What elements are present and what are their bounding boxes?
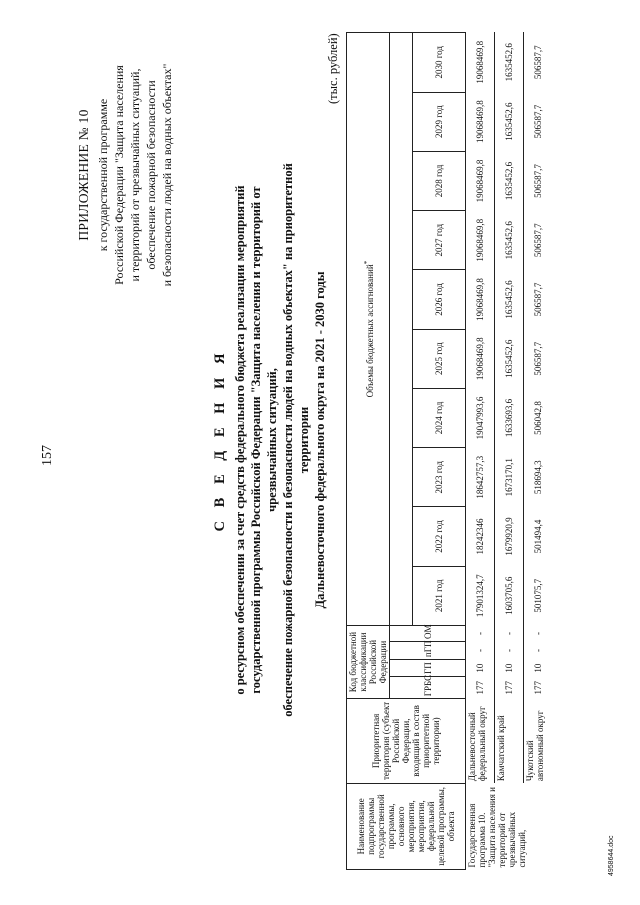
- units-label: (тыс. рублей): [326, 33, 340, 104]
- row-value: 501075,7: [524, 566, 553, 625]
- header-code: ОМ: [390, 625, 466, 641]
- row-value: 1635452,6: [495, 151, 524, 210]
- header-year: 2021 год: [413, 566, 466, 625]
- row-value: 17901324,7: [466, 566, 495, 625]
- row-value: 506587,7: [524, 270, 553, 329]
- row-territory: Дальневосточный федеральный округ: [466, 699, 495, 783]
- header-volume-group: Объемы бюджетных ассигнований*: [347, 33, 390, 626]
- table-row: [495, 33, 524, 870]
- rotated-page: [20, 20, 620, 880]
- row-value: 1635452,6: [495, 329, 524, 388]
- row-value: 18642757,3: [466, 448, 495, 507]
- row-value: 506587,7: [524, 211, 553, 270]
- row-value: 506587,7: [524, 329, 553, 388]
- header-year: 2029 год: [413, 92, 466, 151]
- header-year: 2025 год: [413, 329, 466, 388]
- appendix-line: обеспечение пожарной безопасности: [144, 80, 158, 270]
- heading-line: обеспечение пожарной безопасности и безопасности людей на водных объектах" на приоритетной территории: [281, 163, 311, 717]
- row-value: 506587,7: [524, 33, 553, 93]
- row-code: -: [466, 625, 495, 641]
- row-value: 506587,7: [524, 92, 553, 151]
- header-spacer: [390, 33, 413, 626]
- row-name: Государственная программа 10. "Защита населения и территорий от чрезвычайных ситуаций,: [466, 783, 553, 869]
- row-value: 19068469,8: [466, 211, 495, 270]
- row-value: 506042,8: [524, 388, 553, 447]
- row-territory: Чукотский автономный округ: [524, 699, 553, 783]
- header-year: 2026 год: [413, 270, 466, 329]
- footer-doc-code: 4958644.doc: [608, 835, 615, 876]
- row-value: 1633693,6: [495, 388, 524, 447]
- appendix-line: и безопасности людей на водных объектах": [160, 63, 174, 287]
- row-value: 1679920,9: [495, 507, 524, 566]
- appendix-line: Российской Федерации "Защита населения: [112, 65, 126, 285]
- row-code: 10: [524, 660, 553, 677]
- appendix-block: [76, 30, 175, 320]
- row-value: 501494,4: [524, 507, 553, 566]
- header-code: ГРБС: [390, 677, 466, 699]
- row-code: 10: [466, 660, 495, 677]
- table-row: [466, 33, 495, 870]
- header-code-group: Код бюджетной классификации Российской Федерации: [347, 625, 390, 698]
- header-code: пГП: [390, 641, 466, 659]
- header-year: 2024 год: [413, 388, 466, 447]
- row-value: 1635452,6: [495, 211, 524, 270]
- appendix-line: и территорий от чрезвычайных ситуаций,: [128, 68, 142, 282]
- appendix-line: к государственной программе: [96, 98, 110, 252]
- row-value: 19068469,8: [466, 329, 495, 388]
- header-name: Наименование подпрограммы государственной программы, основного мероприятия, мероприятия, федеральной целевой программы, объекта: [347, 783, 466, 869]
- row-territory: Камчатский край: [495, 699, 524, 783]
- heading-line: о ресурсном обеспечении за счет средств федерального бюджета реализации мероприятий: [233, 185, 247, 695]
- document-title: С В Е Д Е Н И Я: [212, 348, 228, 532]
- budget-table: [346, 32, 552, 870]
- header-year: 2028 год: [413, 151, 466, 210]
- row-code: 10: [495, 660, 524, 677]
- row-value: 18242346: [466, 507, 495, 566]
- row-value: 19047993,6: [466, 388, 495, 447]
- header-year: 2027 год: [413, 211, 466, 270]
- row-value: 1635452,6: [495, 33, 524, 93]
- row-value: 19068469,8: [466, 92, 495, 151]
- row-code: 177: [524, 677, 553, 699]
- document-heading: [212, 160, 328, 720]
- row-value: 518694,3: [524, 448, 553, 507]
- heading-line: государственной программы Российской Федерации "Защита населения и территорий от чрезвычайных ситуаций,: [249, 186, 279, 694]
- appendix-title: ПРИЛОЖЕНИЕ № 10: [76, 109, 91, 241]
- header-territory: Приоритетная территория (субъект Российской Федерации, входящий в состав приоритетной территории): [347, 699, 466, 783]
- header-year: 2030 год: [413, 33, 466, 93]
- row-code: 177: [495, 677, 524, 699]
- row-value: 19068469,8: [466, 270, 495, 329]
- page-number: 157: [40, 445, 55, 466]
- heading-line: Дальневосточного федерального округа на 2021 - 2030 годы: [313, 271, 327, 609]
- footnote-mark: *: [361, 260, 371, 265]
- row-value: 19068469,8: [466, 151, 495, 210]
- row-code: -: [466, 641, 495, 659]
- table-row: [524, 33, 553, 870]
- row-value: 1673170,1: [495, 448, 524, 507]
- row-value: 1635452,6: [495, 270, 524, 329]
- header-code: ГП: [390, 660, 466, 677]
- row-value: 1635452,6: [495, 92, 524, 151]
- row-code: -: [495, 625, 524, 641]
- header-year: 2022 год: [413, 507, 466, 566]
- row-code: 177: [466, 677, 495, 699]
- header-year: 2023 год: [413, 448, 466, 507]
- row-code: -: [524, 625, 553, 641]
- row-code: -: [495, 641, 524, 659]
- row-value: 19068469,8: [466, 33, 495, 93]
- row-value: 506587,7: [524, 151, 553, 210]
- row-code: -: [524, 641, 553, 659]
- row-value: 1603705,6: [495, 566, 524, 625]
